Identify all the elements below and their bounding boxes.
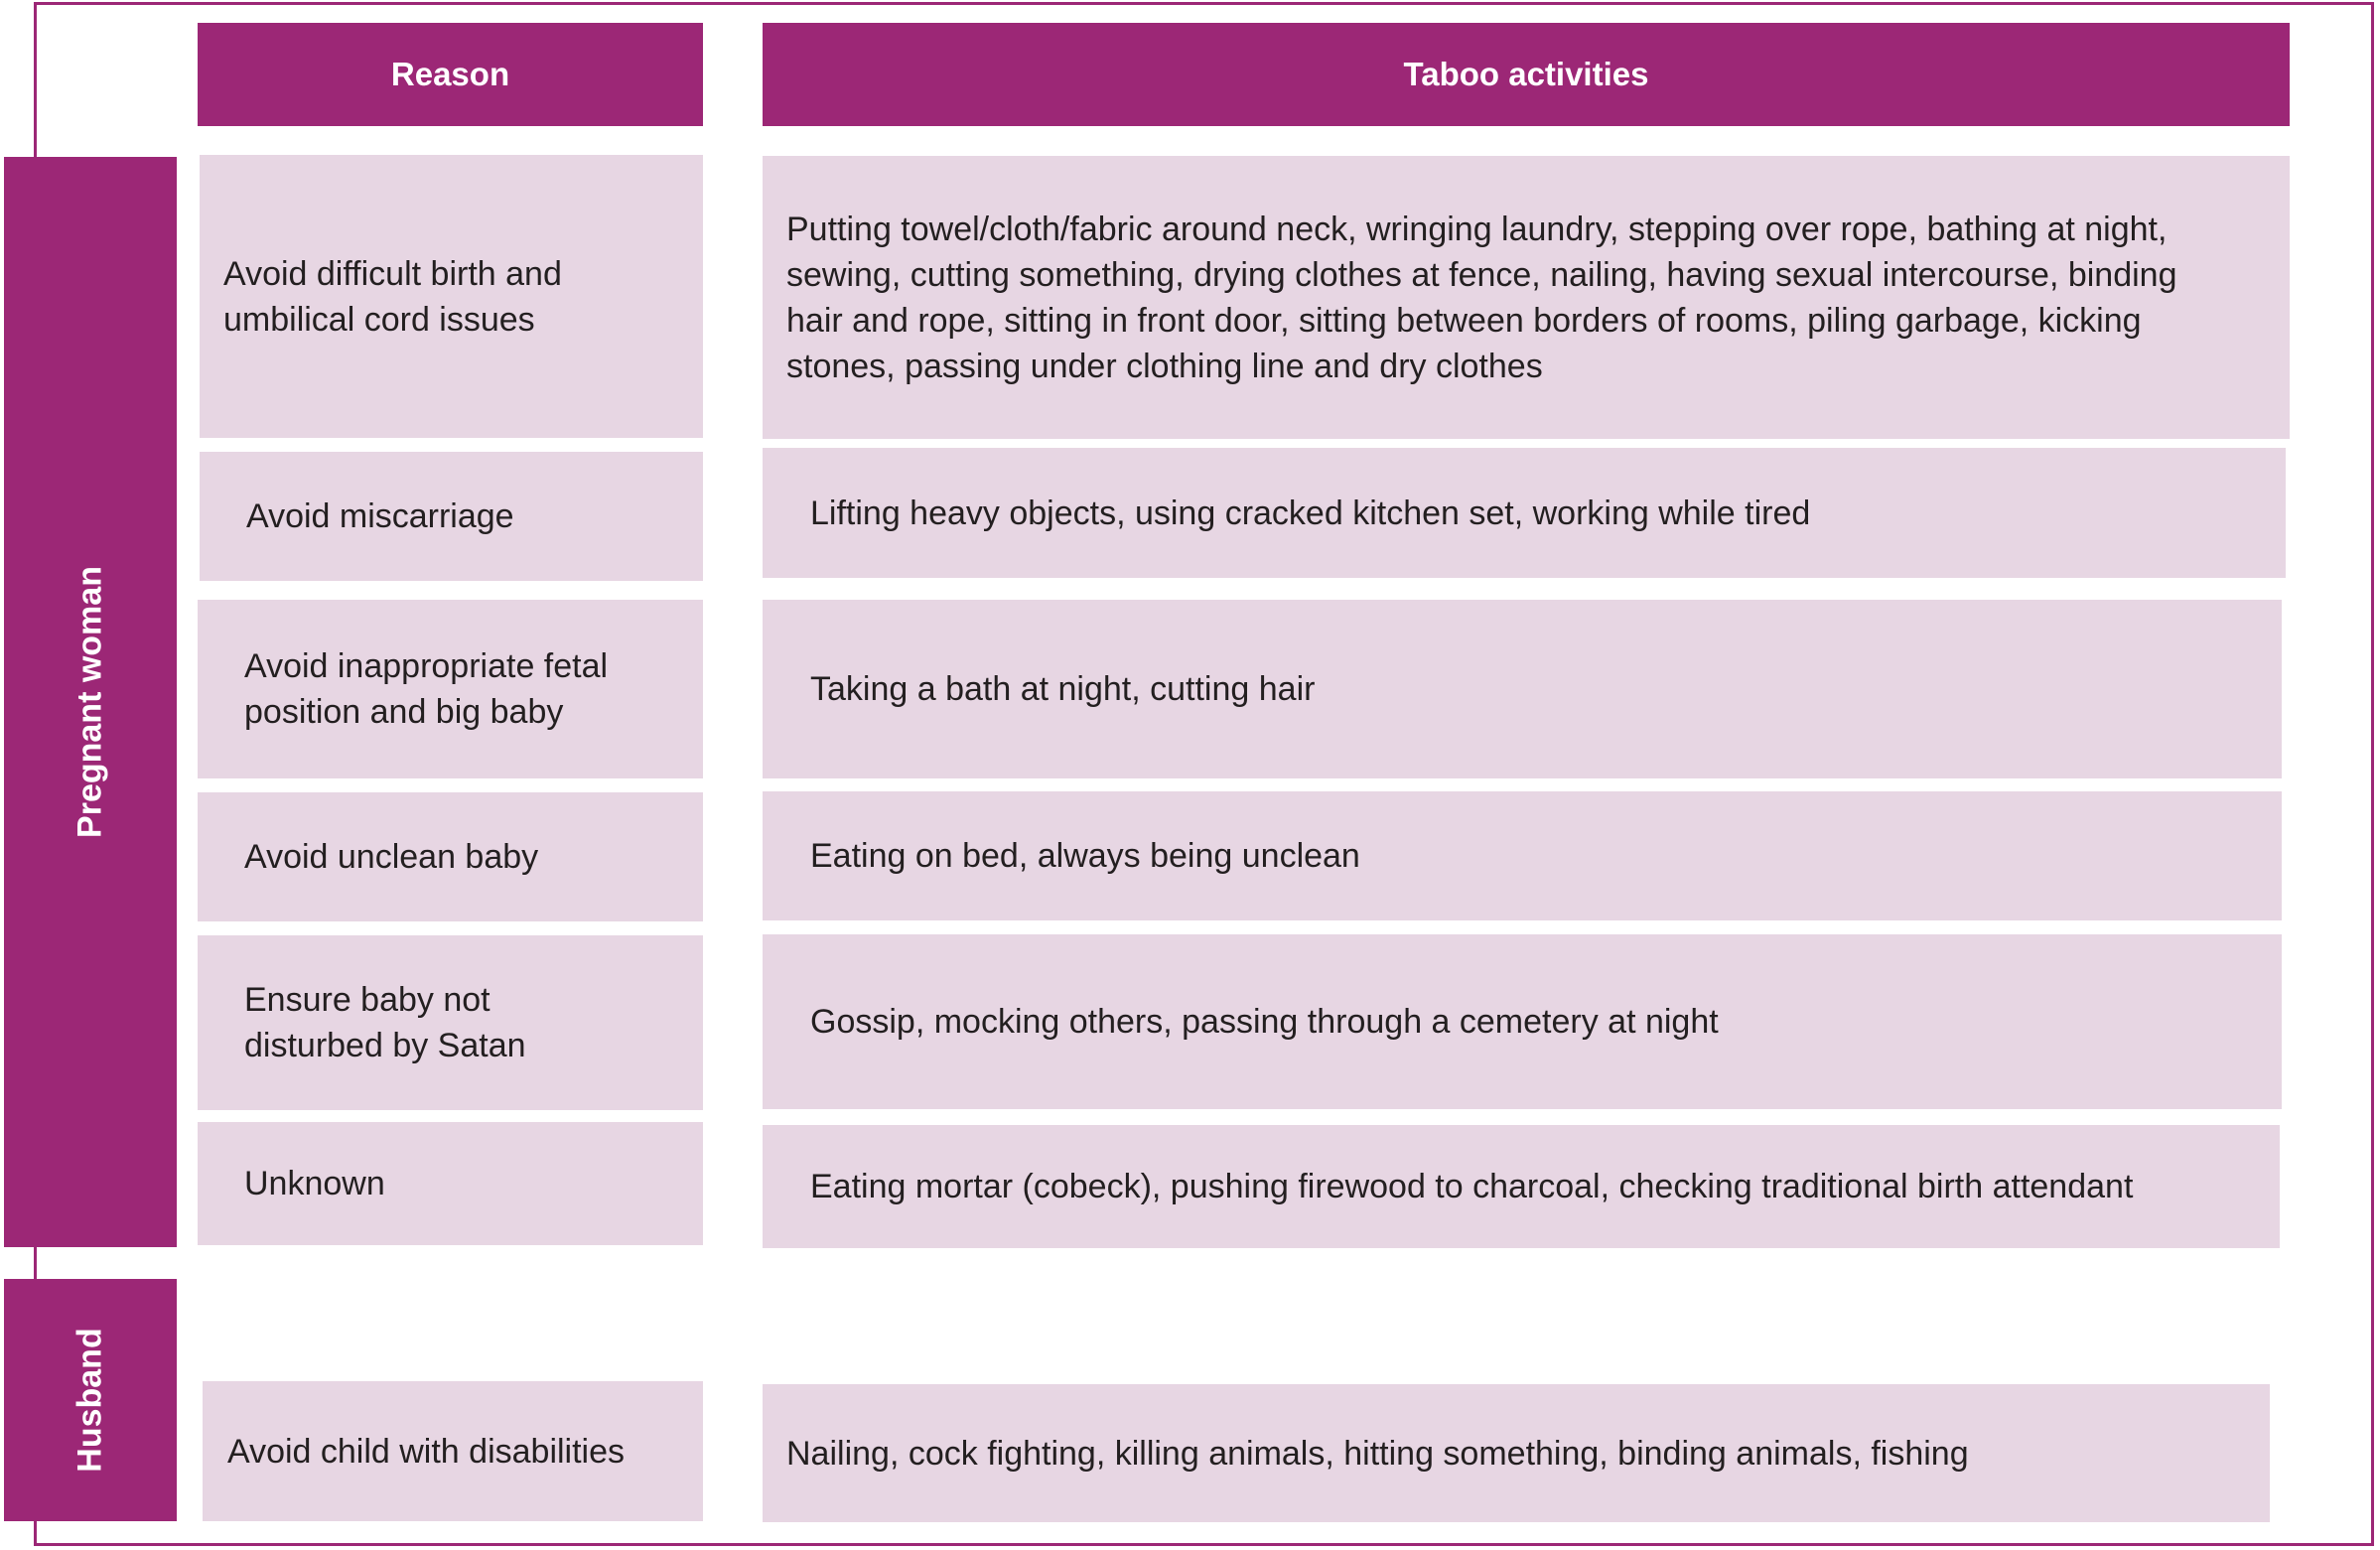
- taboo-activities-header: Taboo activities: [763, 23, 2290, 126]
- pregnant-woman-label-text: Pregnant woman: [70, 566, 109, 838]
- taboo-cell-3: [763, 600, 2282, 778]
- taboo-text-7: Nailing, cock fighting, killing animals, hitting something, binding animals, fishing: [786, 1434, 1969, 1473]
- reason-cell-7: [203, 1381, 703, 1521]
- taboo-cell-6: [763, 1125, 2280, 1248]
- reason-text-1: Avoid difficult birth and umbilical cord issues: [223, 254, 562, 339]
- reason-text-6: Unknown: [244, 1165, 385, 1202]
- reason-text-7: Avoid child with disabilities: [227, 1432, 626, 1471]
- taboo-cell-4: [763, 791, 2282, 920]
- taboo-cell-2: [763, 448, 2286, 578]
- reason-text-4: Avoid unclean baby: [244, 838, 539, 876]
- reason-cell-3: [198, 600, 703, 778]
- reason-header: Reason: [198, 23, 703, 126]
- pregnant-woman-group-label: [4, 157, 177, 1247]
- taboo-cell-1: [763, 156, 2290, 439]
- husband-label-text: Husband: [70, 1328, 109, 1473]
- taboo-text-1: Putting towel/cloth/fabric around neck, wringing laundry, stepping over rope, bathing at night, sewing, cutting something, drying clothes at fence, nailing, having sexual intercourse, binding hair and rope, sitting in front door, sitting between borders of rooms, piling garbage, kicking stones, passing under clothing line and dry clothes: [786, 210, 2177, 385]
- taboo-text-6: Eating mortar (cobeck), pushing firewood to charcoal, checking traditional birth attendant: [810, 1168, 2134, 1205]
- taboo-text-3: Taking a bath at night, cutting hair: [810, 670, 1316, 708]
- reason-cell-5: [198, 935, 703, 1110]
- reason-cell-1: [200, 155, 703, 438]
- taboo-cell-7: [763, 1384, 2270, 1522]
- reason-cell-4: [198, 792, 703, 921]
- taboo-text-2: Lifting heavy objects, using cracked kitchen set, working while tired: [810, 493, 1811, 532]
- taboo-text-5: Gossip, mocking others, passing through a cemetery at night: [810, 1003, 1719, 1041]
- reason-text-2: Avoid miscarriage: [246, 497, 514, 535]
- reason-text-3: Avoid inappropriate fetal position and big baby: [244, 647, 609, 731]
- taboo-cell-5: [763, 934, 2282, 1109]
- reason-cell-2: [200, 452, 703, 581]
- reason-text-5: Ensure baby not disturbed by Satan: [244, 981, 526, 1064]
- taboo-text-4: Eating on bed, always being unclean: [810, 837, 1360, 875]
- husband-group-label: [4, 1279, 177, 1521]
- reason-cell-6: [198, 1122, 703, 1245]
